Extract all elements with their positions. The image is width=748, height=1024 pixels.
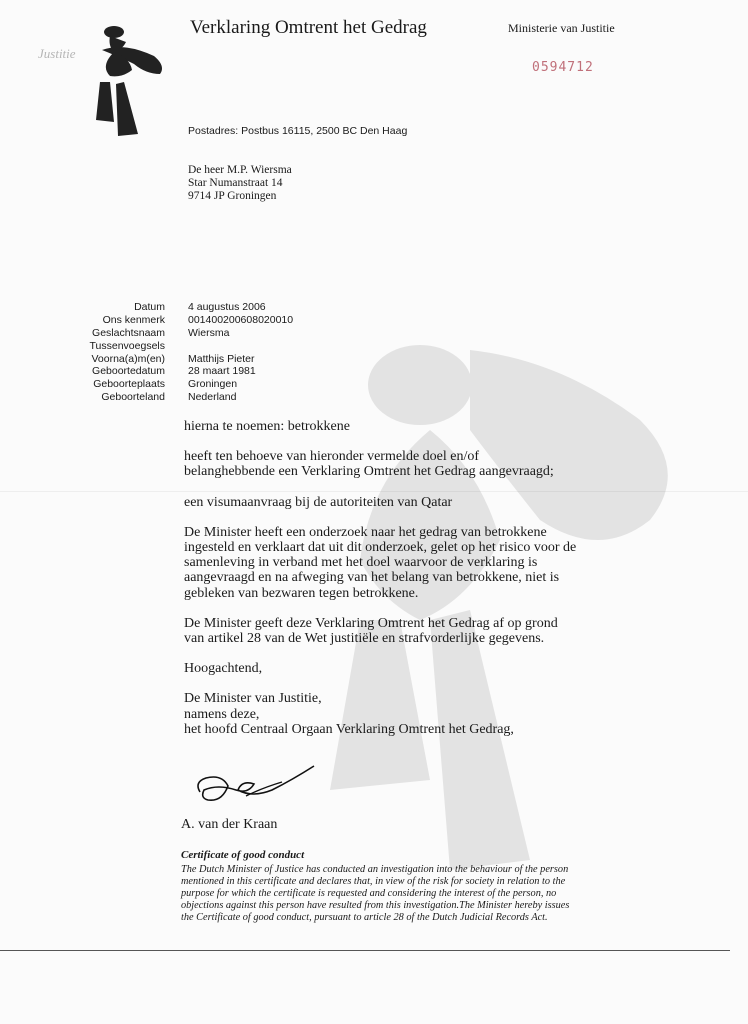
serial-number: 0594712 [532,60,594,75]
detail-label: Ons kenmerk [102,313,165,326]
detail-label: Tussenvoegsels [89,339,165,352]
detail-value: Groningen [188,378,238,391]
ministry-name: Ministerie van Justitie [508,21,615,35]
signature-block: De Minister van Justitie, namens deze, het hoofd Centraal Orgaan Verklaring Omtrent het Gedrag, [184,691,514,737]
document-title: Verklaring Omtrent het Gedrag [190,17,427,38]
details-labels [80,301,165,404]
certificate-text: The Dutch Minister of Justice has conducted an investigation into the behaviour of the person mentioned in this certificate and declares that, in view of the risk for society in relation to the purpose for which the certificate is requested and considering the interest of the person, no objections against this person have resulted from this investigation.The Minister hereby issues the Certificate of good conduct, pursuant to article 28 of the Dutch Judicial Records Act. [181,864,570,924]
detail-label: Datum [134,301,165,313]
detail-value: 4 augustus 2006 [188,301,266,313]
detail-value: Matthijs Pieter [188,352,255,365]
justitie-wordmark: Justitie [38,46,76,61]
recipient-street: Star Numanstraat 14 [188,177,283,189]
closing: Hoogachtend, [184,661,263,677]
recipient-address [188,164,292,203]
postal-address: Postadres: Postbus 16115, 2500 BC Den Haag [188,125,408,137]
justitie-logo-figure [94,22,174,142]
bottom-divider [0,950,730,951]
detail-label: Voorna(a)m(en) [91,352,165,365]
recipient-name: De heer M.P. Wiersma [188,164,292,176]
detail-value: Nederland [188,391,237,404]
detail-value: Wiersma [188,326,230,339]
paragraph-declaration: De Minister heeft een onderzoek naar het gedrag van betrokkene ingesteld en verklaart dat uit dit onderzoek, gelet op het risico voor de samenleving in verband met het doel waarvoor de verklaring is aangevraagd en na afweging van het belang van betrokkene, niet is gebleken van bezwaren tegen betrokkene. [184,524,577,601]
paragraph-legal-basis: De Minister geeft deze Verklaring Omtrent het Gedrag af op grond van artikel 28 van de Wet justitiële en strafvorderlijke gegevens. [184,615,558,647]
detail-label: Geboortedatum [92,365,165,378]
details-values [188,301,293,404]
paragraph-purpose: een visumaanvraag bij de autoriteiten van Qatar [184,494,453,510]
paragraph-request: heeft ten behoeve van hieronder vermelde doel en/of belanghebbende een Verklaring Omtrent het Gedrag aangevraagd; [184,449,554,480]
detail-label: Geboorteplaats [93,378,165,391]
handwritten-signature [192,760,322,810]
letter-body [184,419,654,752]
detail-value: 001400200608020010 [188,313,294,326]
detail-value [188,340,293,353]
certificate-title: Certificate of good conduct [181,849,305,861]
recipient-city: 9714 JP Groningen [188,190,277,202]
detail-label: Geslachtsnaam [92,326,165,339]
paragraph-subject: hierna te noemen: betrokkene [184,419,350,434]
detail-label: Geboorteland [101,391,165,404]
detail-value: 28 maart 1981 [188,365,256,378]
signatory-name: A. van der Kraan [181,817,278,832]
